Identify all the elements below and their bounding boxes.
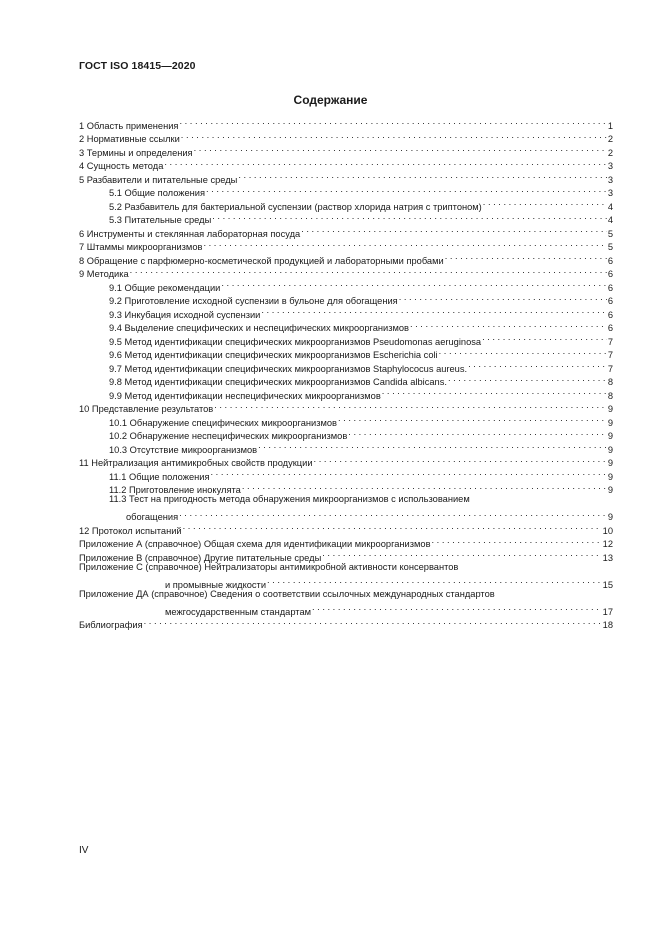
toc-entry-title: 10.2 Обнаружение неспецифических микроорганизмов bbox=[109, 431, 348, 441]
toc-entry-title: 5 Разбавители и питательные среды bbox=[79, 174, 238, 185]
toc-entry-title: Приложение А (справочное) Общая схема для идентификации микроорганизмов bbox=[79, 539, 431, 549]
dot-leader bbox=[322, 547, 601, 561]
dot-leader bbox=[267, 574, 602, 588]
toc-entry-page: 10 bbox=[602, 525, 613, 536]
toc-entry-title: 11 Нейтрализация антимикробных свойств продукции bbox=[79, 458, 313, 468]
toc-entry-page: 3 bbox=[607, 188, 613, 198]
toc-entry-page: 9 bbox=[607, 417, 613, 428]
toc-entry-page: 13 bbox=[602, 552, 613, 563]
toc-entry-page: 2 bbox=[607, 134, 613, 144]
dot-leader bbox=[194, 142, 607, 156]
dot-leader bbox=[301, 223, 607, 237]
toc-entry-page: 4 bbox=[607, 215, 613, 225]
toc-entry[interactable] bbox=[79, 493, 613, 507]
toc-entry-page: 4 bbox=[607, 201, 613, 212]
toc-entry[interactable] bbox=[79, 601, 613, 615]
dot-leader bbox=[314, 453, 607, 467]
toc-entry-page: 2 bbox=[607, 147, 613, 158]
dot-leader bbox=[214, 399, 607, 413]
dot-leader bbox=[144, 615, 602, 629]
dot-leader bbox=[211, 466, 607, 480]
toc-entry-title: 11.2 Приготовление инокулята bbox=[109, 485, 241, 495]
page-number: IV bbox=[79, 845, 89, 856]
document-code: ГОСТ ISO 18415—2020 bbox=[79, 60, 196, 72]
toc-entry-title: 1 Область применения bbox=[79, 120, 179, 131]
toc-entry-page: 7 bbox=[607, 336, 613, 347]
dot-leader bbox=[203, 237, 606, 251]
toc-entry-page: 3 bbox=[607, 161, 613, 171]
toc-entry-title: 5.1 Общие положения bbox=[109, 188, 206, 198]
toc-entry-title: 9.8 Метод идентификации специфических микроорганизмов Candida albicans. bbox=[109, 377, 447, 387]
toc-entry-title: 8 Обращение с парфюмерно-косметической продукцией и лабораторными пробами bbox=[79, 255, 444, 266]
toc-entry-title: 9.3 Инкубация исходной суспензии bbox=[109, 309, 261, 320]
toc-entry-title: 3 Термины и определения bbox=[79, 147, 193, 158]
dot-leader bbox=[261, 304, 606, 318]
dot-leader bbox=[338, 412, 607, 426]
toc-entry-title: 9.4 Выделение специфических и неспецифических микроорганизмов bbox=[109, 323, 409, 333]
dot-leader bbox=[399, 291, 607, 305]
dot-leader bbox=[181, 129, 607, 143]
dot-leader bbox=[212, 210, 607, 224]
toc-entry-page: 7 bbox=[607, 363, 613, 374]
toc-entry-page: 6 bbox=[607, 309, 613, 320]
toc-entry-title: 12 Протокол испытаний bbox=[79, 525, 182, 536]
toc-entry-page: 5 bbox=[607, 228, 613, 239]
toc-entry-title: 7 Штаммы микроорганизмов bbox=[79, 242, 203, 252]
toc-entry-page: 6 bbox=[607, 255, 613, 266]
toc-entry-page: 6 bbox=[607, 296, 613, 306]
toc-entry-title: 10.3 Отсутствие микроорганизмов bbox=[109, 444, 258, 455]
toc-title: Содержание bbox=[293, 93, 368, 107]
toc-entry-title: Приложение В (справочное) Другие питательные среды bbox=[79, 552, 322, 563]
table-of-contents bbox=[79, 115, 613, 628]
dot-leader bbox=[258, 439, 607, 453]
toc-entry-title: Приложение ДА (справочное) Сведения о соответствии ссылочных международных стандартов bbox=[79, 588, 495, 599]
dot-leader bbox=[242, 480, 607, 494]
toc-entry-page: 9 bbox=[607, 444, 613, 455]
toc-entry-page: 9 bbox=[607, 431, 613, 441]
dot-leader bbox=[130, 264, 607, 278]
dot-leader bbox=[179, 507, 607, 521]
toc-entry-page: 9 bbox=[607, 471, 613, 482]
toc-entry-title: 9.6 Метод идентификации специфических микроорганизмов Escherichia coli bbox=[109, 350, 438, 360]
toc-entry-page: 18 bbox=[602, 620, 613, 630]
toc-entry-page: 12 bbox=[602, 539, 613, 549]
dot-leader bbox=[183, 520, 602, 534]
toc-entry-page: 9 bbox=[607, 485, 613, 495]
toc-entry[interactable] bbox=[79, 507, 613, 521]
toc-entry-page: 6 bbox=[607, 323, 613, 333]
dot-leader bbox=[439, 345, 607, 359]
toc-entry-page: 17 bbox=[602, 606, 613, 617]
toc-entry-page: 6 bbox=[607, 282, 613, 293]
dot-leader bbox=[448, 372, 607, 386]
toc-entry[interactable] bbox=[79, 264, 613, 278]
toc-entry-title: 11.1 Общие положения bbox=[109, 471, 210, 482]
dot-leader bbox=[445, 250, 607, 264]
toc-entry-title: 9.9 Метод идентификации неспецифических микроорганизмов bbox=[109, 390, 381, 401]
toc-entry-title: 9.1 Общие рекомендации bbox=[109, 282, 221, 293]
toc-entry-title: 4 Сущность метода bbox=[79, 161, 164, 171]
toc-entry-title-continuation: и промывные жидкости bbox=[165, 579, 267, 590]
dot-leader bbox=[348, 426, 607, 440]
toc-entry-title: 10.1 Обнаружение специфических микроорганизмов bbox=[109, 417, 337, 428]
toc-entry-page: 9 bbox=[607, 512, 613, 522]
toc-entry[interactable] bbox=[79, 574, 613, 588]
toc-entry-title: Библиография bbox=[79, 620, 143, 630]
dot-leader bbox=[483, 196, 607, 210]
toc-entry-title: 9 Методика bbox=[79, 269, 129, 279]
toc-entry-page: 5 bbox=[607, 242, 613, 252]
toc-entry-page: 7 bbox=[607, 350, 613, 360]
toc-entry[interactable] bbox=[79, 277, 613, 291]
toc-entry-page: 9 bbox=[607, 458, 613, 468]
toc-entry-page: 15 bbox=[602, 579, 613, 590]
dot-leader bbox=[382, 385, 607, 399]
dot-leader bbox=[179, 115, 606, 129]
toc-entry-page: 6 bbox=[607, 269, 613, 279]
toc-entry-title: 2 Нормативные ссылки bbox=[79, 134, 180, 144]
toc-entry[interactable] bbox=[79, 588, 613, 602]
toc-entry-title: 6 Инструменты и стеклянная лабораторная посуда bbox=[79, 228, 301, 239]
toc-entry-title: 9.2 Приготовление исходной суспензии в бульоне для обогащения bbox=[109, 296, 398, 306]
dot-leader bbox=[482, 331, 607, 345]
toc-entry-title: 5.3 Питательные среды bbox=[109, 215, 212, 225]
dot-leader bbox=[468, 358, 607, 372]
dot-leader bbox=[164, 156, 606, 170]
dot-leader bbox=[312, 601, 602, 615]
toc-entry-page: 8 bbox=[607, 377, 613, 387]
dot-leader bbox=[238, 169, 606, 183]
toc-entry-title: 9.5 Метод идентификации специфических микроорганизмов Pseudomonas aeruginosa bbox=[109, 336, 482, 347]
toc-entry-page: 8 bbox=[607, 390, 613, 401]
toc-entry-page: 9 bbox=[607, 404, 613, 414]
dot-leader bbox=[410, 318, 607, 332]
toc-entry[interactable] bbox=[79, 115, 613, 129]
toc-entry-title: 10 Представление результатов bbox=[79, 404, 214, 414]
toc-entry-page: 1 bbox=[607, 120, 613, 131]
toc-entry[interactable] bbox=[79, 615, 613, 629]
toc-entry-page: 3 bbox=[607, 174, 613, 185]
toc-entry-title: 9.7 Метод идентификации специфических микроорганизмов Staphylococus aureus. bbox=[109, 363, 468, 374]
dot-leader bbox=[221, 277, 606, 291]
toc-entry-title: 5.2 Разбавитель для бактериальной суспензии (раствор хлорида натрия с триптоном) bbox=[109, 201, 482, 212]
toc-entry-title-continuation: межгосударственным стандартам bbox=[165, 606, 312, 617]
toc-entry-title: Приложение С (справочное) Нейтрализаторы антимикробной активности консервантов bbox=[79, 561, 459, 572]
toc-entry-title-continuation: обогащения bbox=[126, 512, 179, 522]
dot-leader bbox=[432, 534, 602, 548]
toc-entry-title: 11.3 Тест на пригодность метода обнаружения микроорганизмов с использованием bbox=[109, 494, 470, 504]
toc-entry[interactable] bbox=[79, 561, 613, 575]
dot-leader bbox=[206, 183, 607, 197]
